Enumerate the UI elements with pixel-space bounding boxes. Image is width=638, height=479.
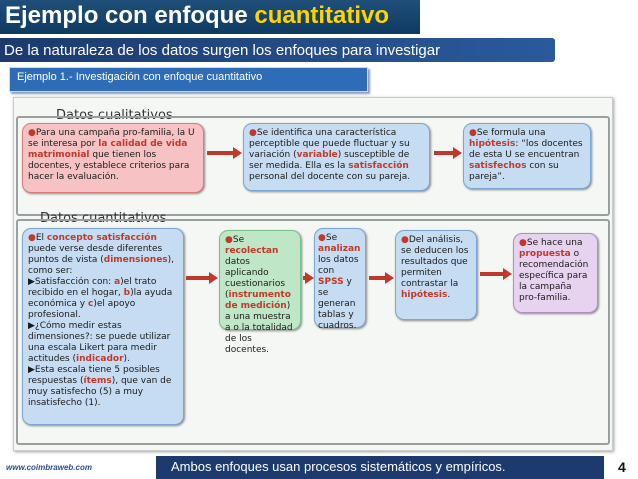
- qualitative-label: Datos cualitativos: [56, 108, 173, 123]
- quant-box-2: ●Se recolectan datos aplicando cuestionarios (instrumento de medición) a una muestra a o la totalidad de los docentes.: [219, 230, 301, 330]
- slide-subtitle: De la naturaleza de los datos surgen los enfoques para investigar: [4, 42, 441, 59]
- qual-box-3: ●Se formula una hipótesis: “los docentes de esta U se encuentran satisfechos con su pareja”.: [463, 123, 591, 189]
- slide-title: Ejemplo con enfoque cuantitativo: [5, 2, 390, 29]
- example-label: Ejemplo 1.- Investigación con enfoque cuantitativo: [17, 71, 263, 83]
- quantitative-label: Datos cuantitativos: [40, 211, 167, 226]
- diagram-panel: [13, 97, 613, 451]
- qual-box-1: ●Para una campaña pro-familia, la U se interesa por la calidad de vida matrimonial que tienen los docentes, y establece criterios para hacer la evaluación.: [22, 123, 204, 193]
- website-link[interactable]: www.coimbraweb.com: [6, 463, 92, 472]
- quant-box-3: ●Se analizan los datos con SPSS y se generan tablas y cuadros.: [314, 228, 366, 328]
- quant-box-5: ●Se hace una propuesta o recomendación específica para la campaña pro-familia.: [513, 233, 598, 313]
- quant-box-4: ●Del análisis, se deducen los resultados que permiten contrastar la hipótesis.: [395, 230, 477, 320]
- page-number: 4: [618, 459, 626, 475]
- qual-box-2: ●Se identifica una característica perceptible que puede fluctuar y su variación (variable) susceptible de ser medida. Ella es la satisfacción personal del docente con su pareja.: [243, 123, 430, 191]
- footer-text: Ambos enfoques usan procesos sistemáticos y empíricos.: [171, 459, 506, 474]
- quant-box-1: ●El concepto satisfacción puede verse desde diferentes puntos de vista (dimensiones), como ser: ▶Satisfacción con: a)el trato recibido en el hogar, b)la ayuda económica y c)el apoyo profesional. ▶¿Cómo medir estas dimensiones?: se puede utilizar una escala Likert para medir actitudes (indicador). ▶Esta escala tiene 5 posibles respuestas (ítems), que van de muy satisfecho (5) a muy insatisfecho (1).: [22, 228, 184, 425]
